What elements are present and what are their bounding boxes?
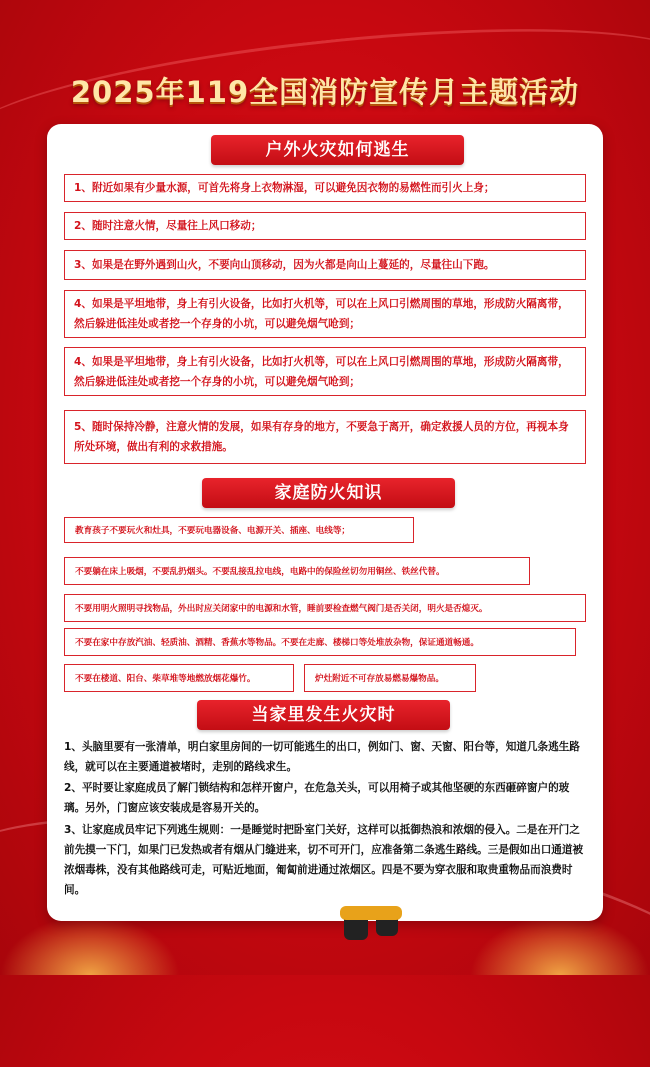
section-heading-outdoor-escape: 户外火灾如何逃生 <box>211 135 464 165</box>
outdoor-tip-3: 3、如果是在野外遇到山火，不要向山顶移动，因为火都是向山上蔓延的，尽量往山下跑。 <box>64 250 586 280</box>
poster-title: 2025年119全国消防宣传月主题活动 <box>70 75 580 109</box>
firefighter-uniform-stripe <box>340 906 402 920</box>
home-tip-children: 教育孩子不要玩火和灶具，不要玩电器设备、电源开关、插座、电线等； <box>64 517 414 543</box>
outdoor-tip-1: 1、附近如果有少量水源，可首先将身上衣物淋湿，可以避免因衣物的易燃性而引火上身； <box>64 174 586 202</box>
response-paragraph-3: 3、让家庭成员牢记下列逃生规则：一是睡觉时把卧室门关好，这样可以抵御热浪和浓烟的侵入。二是在开门之前先摸一下门，如果门已发热或者有烟从门缝进来，切不可开门，应准备第二条逃生路线。三是假如出口通道被浓烟毒株，没有其他路线可走，可贴近地面，匍匐前进通过浓烟区。四是不要为穿衣服和取贵重物品而浪费时间。 <box>64 824 584 896</box>
section-heading-home-fire-response: 当家里发生火灾时 <box>197 700 450 730</box>
outdoor-tip-2: 2、随时注意火情，尽量往上风口移动； <box>64 212 586 240</box>
outdoor-tip-4-repeat: 4、如果是平坦地带，身上有引火设备，比如打火机等，可以在上风口引燃周围的草地，形成防火隔离带，然后躲进低洼处或者挖一个存身的小坑，可以避免烟气呛到； <box>64 347 586 396</box>
flame-decoration-right <box>470 915 650 975</box>
home-tip-open-flame: 不要用明火照明寻找物品，外出时应关闭家中的电源和水管，睡前要检查燃气阀门是否关闭，明火是否熄灭。 <box>64 594 586 622</box>
home-tip-fireworks: 不要在楼道、阳台、柴草堆等地燃放烟花爆竹。 <box>64 664 294 692</box>
outdoor-tip-5: 5、随时保持冷静，注意火情的发展，如果有存身的地方，不要急于离开，确定救援人员的方位，再视本身所处环境，做出有利的求救措施。 <box>64 410 586 464</box>
home-tip-flammables-storage: 不要在家中存放汽油、轻质油、酒精、香蕉水等物品。不要在走廊、楼梯口等处堆放杂物，保证通道畅通。 <box>64 628 576 656</box>
response-paragraph-2: 2、平时要让家庭成员了解门锁结构和怎样开窗户，在危急关头，可以用椅子或其他坚硬的东西砸碎窗户的玻璃。另外，门窗应该安装成是容易开关的。 <box>64 782 570 814</box>
section-heading-home-fire-safety: 家庭防火知识 <box>202 478 455 508</box>
home-tip-smoking-wiring: 不要躺在床上吸烟，不要乱扔烟头。不要乱接乱拉电线，电路中的保险丝切勿用铜丝、铁丝代替。 <box>64 557 530 585</box>
outdoor-tip-4: 4、如果是平坦地带，身上有引火设备，比如打火机等，可以在上风口引燃周围的草地，形成防火隔离带，然后躲进低洼处或者挖一个存身的小坑，可以避免烟气呛到； <box>64 290 586 338</box>
response-paragraph-1: 1、头脑里要有一张清单，明白家里房间的一切可能逃生的出口，例如门、窗、天窗、阳台等，知道几条逃生路线，就可以在主要通道被堵时，走别的路线求生。 <box>64 741 580 773</box>
home-tip-stove: 炉灶附近不可存放易燃易爆物品。 <box>304 664 476 692</box>
flame-decoration-left <box>0 915 180 975</box>
